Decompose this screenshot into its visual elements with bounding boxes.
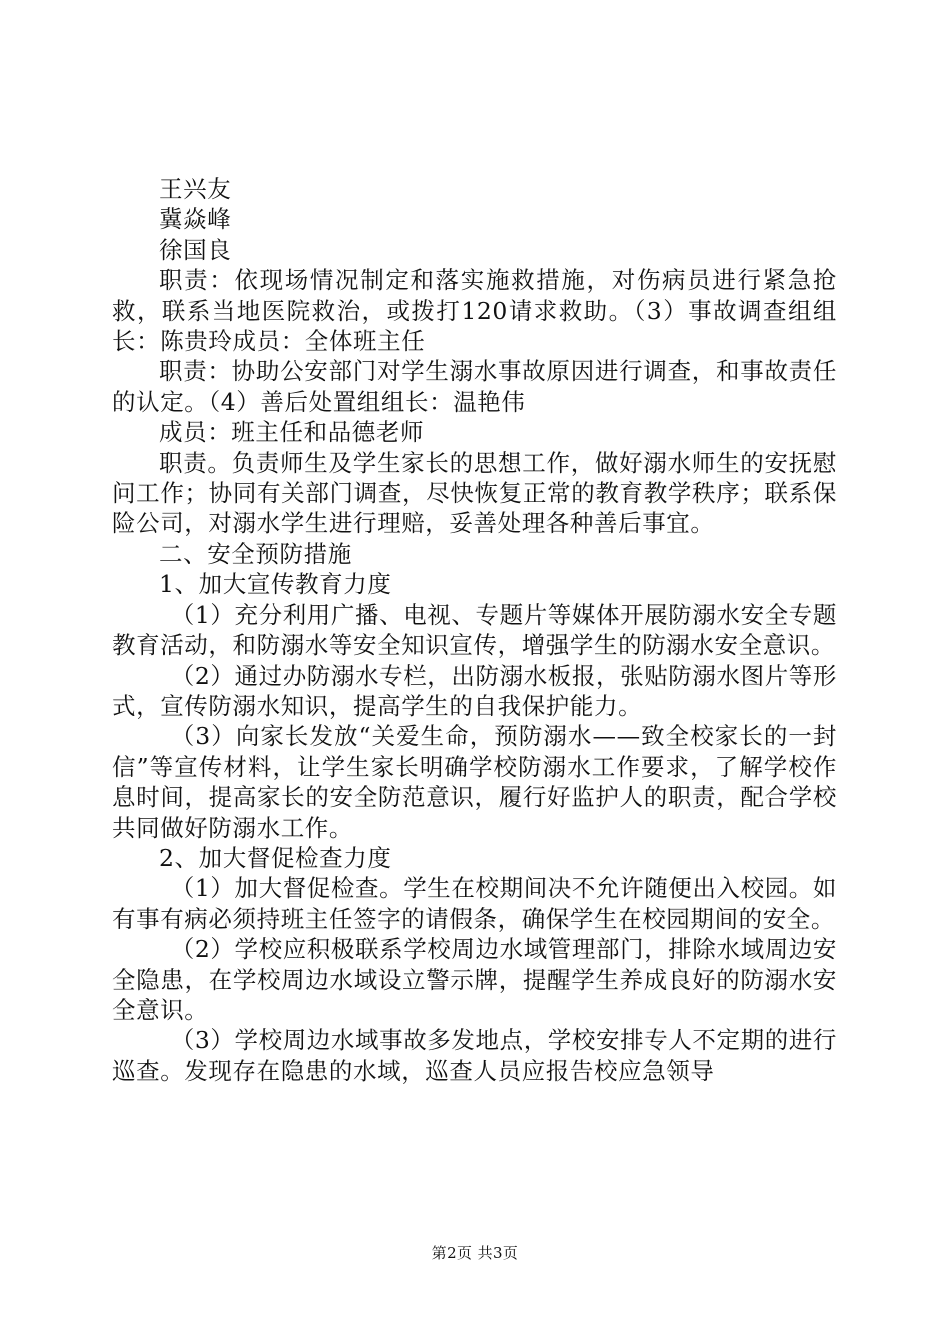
paragraph-education-1: （1）充分利用广播、电视、专题片等媒体开展防溺水安全专题教育活动，和防溺水等安全知识宣传，增强学生的防溺水安全意识。 <box>112 600 838 660</box>
document-body <box>112 174 837 1086</box>
paragraph-inspection-2: （2）学校应积极联系学校周边水域管理部门，排除水域周边安全隐患，在学校周边水域设立警示牌，提醒学生养成良好的防溺水安全意识。 <box>112 935 838 1024</box>
subheading-education: 1、加大宣传教育力度 <box>159 570 392 599</box>
paragraph-inspection-1: （1）加大督促检查。学生在校期间决不允许随便出入校园。如有事有病必须持班主任签字的请假条，确保学生在校园期间的安全。 <box>112 874 838 933</box>
paragraph-duty-rescue: 职责：依现场情况制定和落实施救措施，对伤病员进行紧急抢救，联系当地医院救治，或拨打120请求救助。（3）事故调查组组长：陈贵玲成员：全体班主任 <box>112 266 837 356</box>
subheading-inspection: 2、加大督促检查力度 <box>159 843 392 872</box>
page-number-footer: 第2页 共3页 <box>431 1244 519 1262</box>
section-heading-prevention: 二、安全预防措施 <box>159 539 352 568</box>
paragraph-duty-investigation: 职责：协助公安部门对学生溺水事故原因进行调查，和事故责任的认定。（4）善后处置组组长：温艳伟 <box>112 357 837 416</box>
paragraph-duty-aftermath: 职责。负责师生及学生家长的思想工作，做好溺水师生的安抚慰问工作；协同有关部门调查，尽快恢复正常的教育教学秩序；联系保险公司，对溺水学生进行理赔，妥善处理各种善后事宜。 <box>112 448 837 538</box>
paragraph-name-1: 王兴友 <box>159 175 232 203</box>
paragraph-education-2: （2）通过办防溺水专栏，出防溺水板报，张贴防溺水图片等形式，宣传防溺水知识，提高学生的自我保护能力。 <box>112 661 838 720</box>
paragraph-education-3: （3）向家长发放“关爱生命，预防溺水——致全校家长的一封信”等宣传材料，让学生家长明确学校防溺水工作要求，了解学校作息时间，提高家长的安全防范意识，履行好监护人的职责，配合学校共同做好防溺水工作。 <box>112 722 837 842</box>
paragraph-inspection-3: （3）学校周边水域事故多发地点，学校安排专人不定期的进行巡查。发现存在隐患的水域，巡查人员应报告校应急领导 <box>112 1026 838 1085</box>
paragraph-name-3: 徐国良 <box>159 235 232 264</box>
paragraph-name-2: 冀焱峰 <box>159 205 232 234</box>
paragraph-members: 成员：班主任和品德老师 <box>159 418 425 447</box>
